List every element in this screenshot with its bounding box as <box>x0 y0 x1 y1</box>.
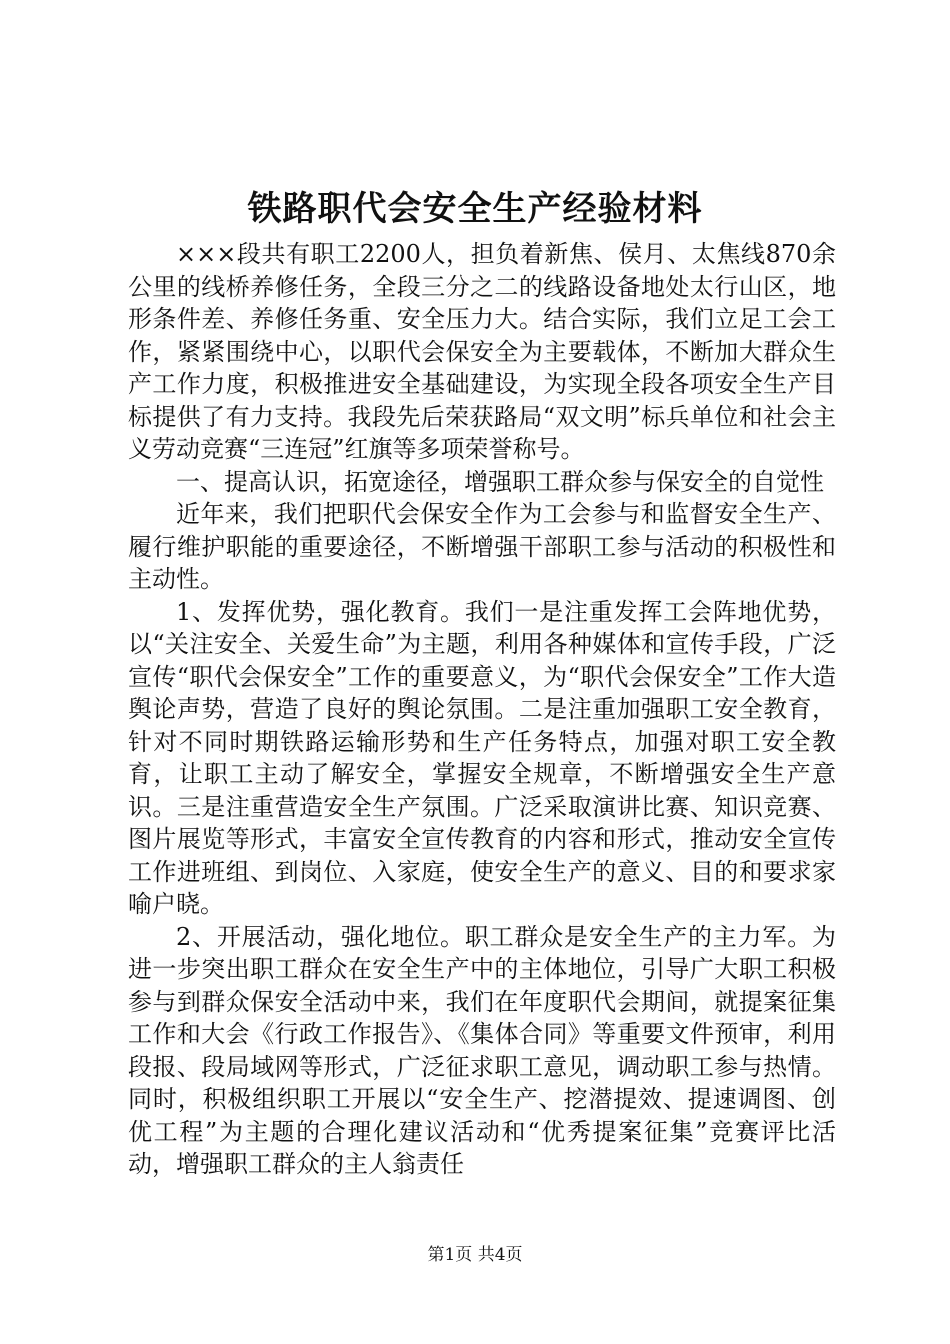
page-footer: 第1页 共4页 <box>427 1245 523 1265</box>
paragraph-item-1: 1、发挥优势，强化教育。我们一是注重发挥工会阵地优势，以“关注安全、关爱生命”为主题，利用各种媒体和宣传手段，广泛宣传“职代会保安全”工作的重要意义，为“职代会保安全”工作大造舆论声势，营造了良好的舆论氛围。二是注重加强职工安全教育，针对不同时期铁路运输形势和生产任务特点，加强对职工安全教育，让职工主动了解安全，掌握安全规章，不断增强安全生产意识。三是注重营造安全生产氛围。广泛采取演讲比赛、知识竞赛、图片展览等形式，丰富安全宣传教育的内容和形式，推动安全宣传工作进班组、到岗位、入家庭，使安全生产的意义、目的和要求家喻户晓。 <box>128 597 836 918</box>
paragraph-section-1: 近年来，我们把职代会保安全作为工会参与和监督安全生产、履行维护职能的重要途径，不断增强干部职工参与活动的积极性和主动性。 <box>128 500 836 593</box>
document-body <box>128 238 836 1181</box>
paragraph-intro: ×××段共有职工2200人，担负着新焦、侯月、太焦线870余公里的线桥养修任务，全段三分之二的线路设备地处太行山区，地形条件差、养修任务重、安全压力大。结合实际，我们立足工会工作，紧紧围绕中心，以职代会保安全为主要载体，不断加大群众生产工作力度，积极推进安全基础建设，为实现全段各项安全生产目标提供了有力支持。我段先后荣获路局“双文明”标兵单位和社会主义劳动竞赛“三连冠”红旗等多项荣誉称号。 <box>128 240 836 463</box>
section-heading-1: 一、提高认识，拓宽途径，增强职工群众参与保安全的自觉性 <box>176 467 824 496</box>
document-title: 铁路职代会安全生产经验材料 <box>247 189 703 229</box>
paragraph-item-2: 2、开展活动，强化地位。职工群众是安全生产的主力军。为进一步突出职工群众在安全生产中的主体地位，引导广大职工积极参与到群众保安全活动中来，我们在年度职代会期间，就提案征集工作和大会《行政工作报告》、《集体合同》等重要文件预审，利用段报、段局域网等形式，广泛征求职工意见，调动职工参与热情。同时，积极组织职工开展以“安全生产、挖潜提效、提速调图、创优工程”为主题的合理化建议活动和“优秀提案征集”竞赛评比活动，增强职工群众的主人翁责任 <box>128 922 836 1178</box>
